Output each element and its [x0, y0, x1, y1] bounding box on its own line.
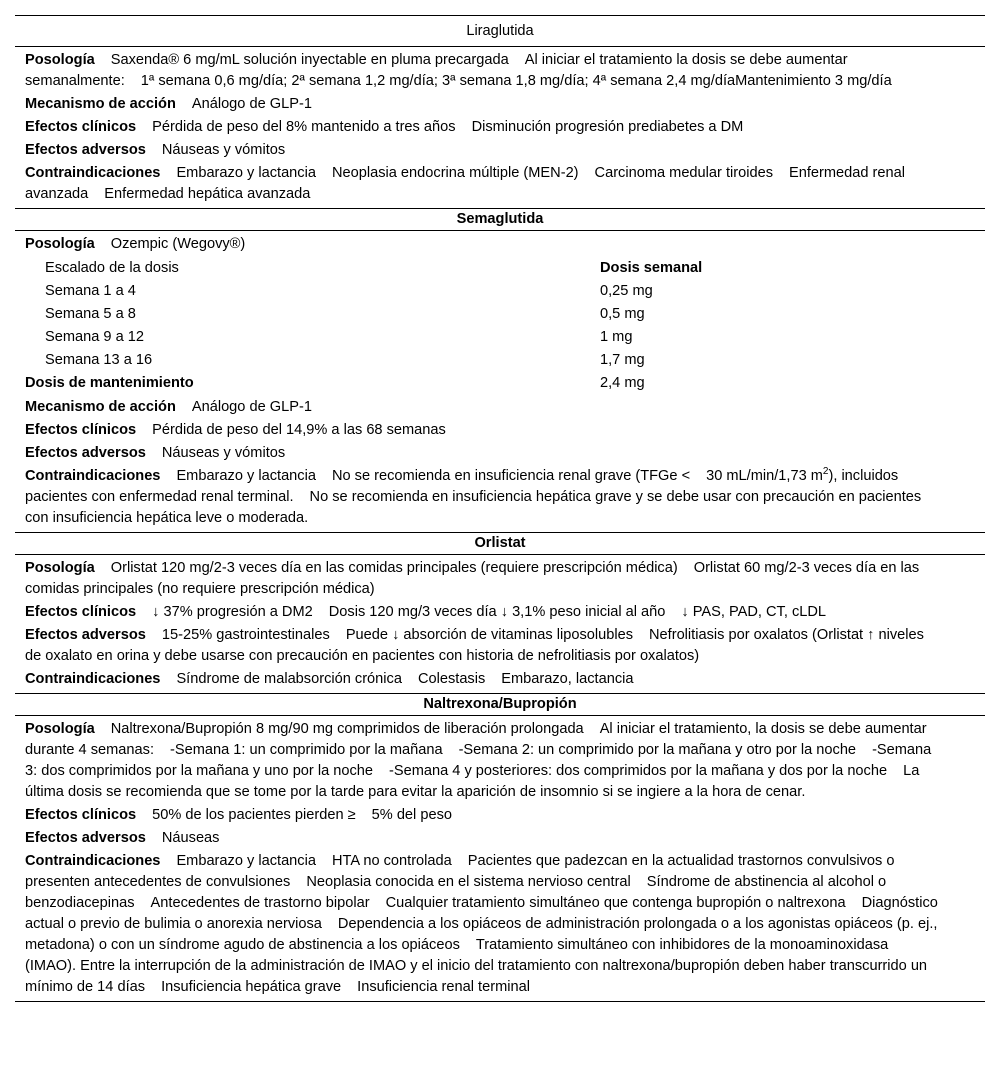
section-title-orlistat: Orlistat — [15, 532, 985, 555]
dose-table-header — [25, 257, 941, 280]
orlistat-efectos-clinicos: Efectos clínicos ↓ 37% progresión a DM2 Dosis 120 mg/3 veces día ↓ 3,1% peso inicial al año ↓ PAS, PAD, CT, cLDL — [25, 604, 827, 620]
liraglutida-posologia: Posología Saxenda® 6 mg/mL solución inyectable en pluma precargada Al iniciar el tratamiento la dosis se debe aumentar semanalmente: 1ª semana 0,6 mg/día; 2ª semana 1,2 mg/día; 3ª semana 1,8 mg/día; 4ª semana 2,4 mg/díaMantenimiento 3 mg/día — [25, 52, 892, 89]
liraglutida-contraindicaciones: Contraindicaciones Embarazo y lactancia Neoplasia endocrina múltiple (MEN-2) Carcinoma medular tiroides Enfermedad renal avanzada Enfermedad hepática avanzada — [25, 165, 906, 202]
semaglutida-efectos-clinicos: Efectos clínicos Pérdida de peso del 14,9% a las 68 semanas — [25, 422, 446, 438]
dose-col2-header: Dosis semanal — [600, 260, 703, 276]
section-liraglutida — [15, 47, 985, 208]
section-title-semaglutida: Semaglutida — [15, 208, 985, 231]
liraglutida-efectos-adversos: Efectos adversos Náuseas y vómitos — [25, 142, 286, 158]
semaglutida-contraindicaciones: Contraindicaciones Embarazo y lactancia No se recomienda en insuficiencia renal grave (TFGe < 30 mL/min/1,73 $m^2$), incluidos pacientes con enfermedad renal terminal. No se recomienda en insuficiencia hepática grave y se debe usar con precaución en pacientes con insuficiencia hepática leve o moderada. — [25, 466, 922, 526]
table-header — [15, 15, 985, 47]
orlistat-posologia: Posología Orlistat 120 mg/2-3 veces día en las comidas principales (requiere prescripción médica) Orlistat 60 mg/2-3 veces día en las comidas principales (no requiere prescripción médica) — [25, 560, 920, 597]
liraglutida-mecanismo: Mecanismo de acción Análogo de GLP-1 — [25, 96, 312, 112]
table-row: Semana 13 a 16 1,7 mg — [45, 352, 645, 368]
naltrexona-efectos-clinicos: Efectos clínicos 50% de los pacientes pierden ≥ 5% del peso — [25, 807, 452, 823]
drug-table — [15, 15, 985, 1002]
dose-maintenance-row: Dosis de mantenimiento 2,4 mg — [25, 375, 645, 391]
table-row: Semana 1 a 4 0,25 mg — [45, 283, 653, 299]
table-row: Semana 9 a 12 1 mg — [45, 329, 633, 345]
table-header-title: Liraglutida — [466, 23, 534, 39]
semaglutida-efectos-adversos: Efectos adversos Náuseas y vómitos — [25, 445, 286, 461]
naltrexona-contraindicaciones: Contraindicaciones Embarazo y lactancia HTA no controlada Pacientes que padezcan en la actualidad trastornos convulsivos o presenten antecedentes de convulsiones Neoplasia conocida en el sistema nervioso central Síndrome de abstinencia al alcohol o benzodiacepinas Antecedentes de trastorno bipolar Cualquier tratamiento simultáneo que contenga bupropión o naltrexona Diagnóstico actual o previo de bulimia o anorexia nerviosa Dependencia a los opiáceos de administración prolongada o a los agonistas opiáceos (p. ej., metadona) o con un síndrome agudo de abstinencia a los opiáceos Tratamiento simultáneo con inhibidores de la monoaminoxidasa (IMAO). Entre la interrupción de la administración de IMAO y el inicio del tratamiento con naltrexona/bupropión deben haber transcurrido un mínimo de 14 días Insuficiencia hepática grave Insuficiencia renal terminal — [25, 853, 938, 995]
naltrexona-efectos-adversos: Efectos adversos Náuseas — [25, 830, 220, 846]
liraglutida-efectos-clinicos: Efectos clínicos Pérdida de peso del 8% mantenido a tres años Disminución progresión prediabetes a DM — [25, 119, 744, 135]
semaglutida-posologia: Posología Ozempic (Wegovy®) — [25, 236, 246, 252]
semaglutida-mecanismo: Mecanismo de acción Análogo de GLP-1 — [25, 399, 312, 415]
orlistat-contraindicaciones: Contraindicaciones Síndrome de malabsorción crónica Colestasis Embarazo, lactancia — [25, 671, 634, 687]
naltrexona-posologia: Posología Naltrexona/Bupropión 8 mg/90 mg comprimidos de liberación prolongada Al iniciar el tratamiento, la dosis se debe aumentar durante 4 semanas: -Semana 1: un comprimido por la mañana -Semana 2: un comprimido por la mañana y otro por la noche -Semana 3: dos comprimidos por la mañana y uno por la noche -Semana 4 y posteriores: dos comprimidos por la mañana y dos por la noche La última dosis se recomienda que se tome por la tarde para evitar la aparición de insomnio si se ingiere a la hora de cenar. — [25, 721, 932, 800]
orlistat-efectos-adversos: Efectos adversos 15-25% gastrointestinales Puede ↓ absorción de vitaminas liposolubles Nefrolitiasis por oxalatos (Orlistat ↑ niveles de oxalato en orina y debe usarse con precaución en pacientes con historia de nefrolitiasis por oxalatos) — [25, 627, 924, 664]
section-title-naltrexona: Naltrexona/Bupropión — [15, 693, 985, 716]
table-row: Semana 5 a 8 0,5 mg — [45, 306, 645, 322]
dose-col1-header: Escalado de la dosis — [45, 260, 179, 276]
section-semaglutida — [15, 231, 985, 532]
semaglutida-dose-table — [25, 257, 941, 395]
section-naltrexona — [15, 716, 985, 1002]
section-orlistat — [15, 555, 985, 693]
